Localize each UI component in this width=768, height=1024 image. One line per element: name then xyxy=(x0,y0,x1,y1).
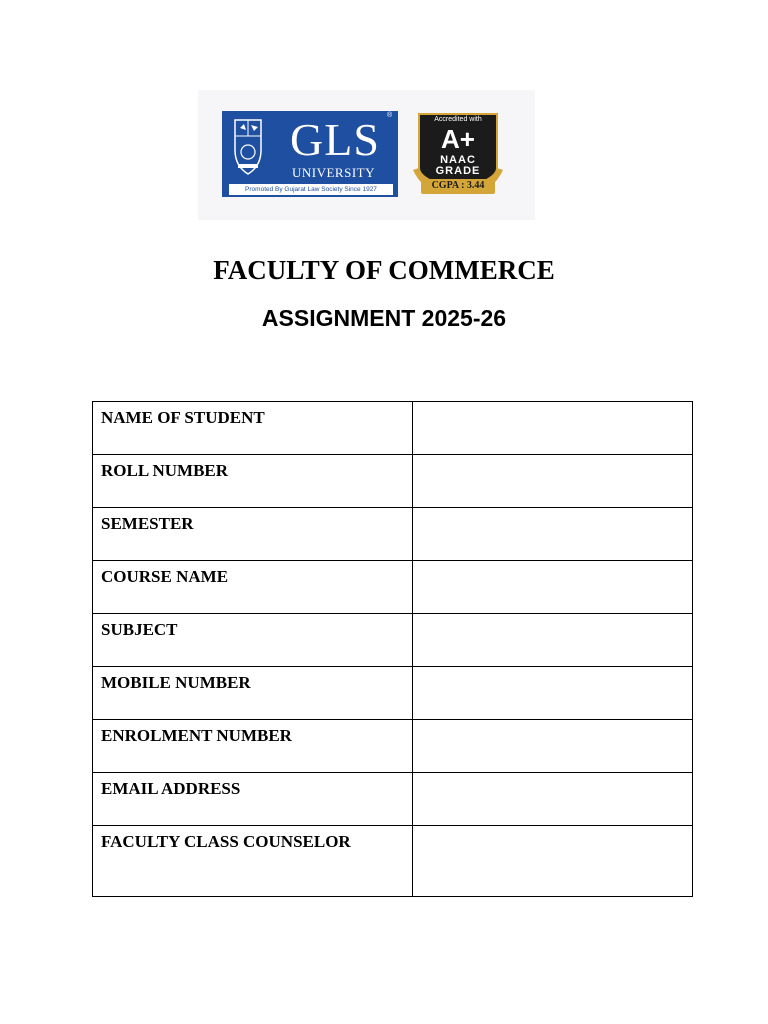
cgpa-label: CGPA : 3.44 xyxy=(431,180,485,191)
field-value-enrolment-number[interactable] xyxy=(413,720,693,773)
table-row xyxy=(93,455,693,508)
field-label-faculty-class-counselor: FACULTY CLASS COUNSELOR xyxy=(93,826,413,897)
accreditation-grade-word: GRADE xyxy=(435,165,481,177)
field-value-mobile-number[interactable] xyxy=(413,667,693,720)
page-subtitle: ASSIGNMENT 2025-26 xyxy=(261,305,507,331)
field-label-subject: SUBJECT xyxy=(93,614,413,667)
student-details-table xyxy=(92,401,693,897)
field-value-subject[interactable] xyxy=(413,614,693,667)
field-label-mobile-number: MOBILE NUMBER xyxy=(93,667,413,720)
table-row xyxy=(93,667,693,720)
field-value-faculty-class-counselor[interactable] xyxy=(413,826,693,897)
table-row xyxy=(93,402,693,455)
table-row xyxy=(93,508,693,561)
table-row xyxy=(93,826,693,897)
accreditation-grade: A+ xyxy=(441,124,475,154)
accreditation-body: NAAC xyxy=(440,154,476,166)
field-label-email-address: EMAIL ADDRESS xyxy=(93,773,413,826)
registered-mark: ® xyxy=(387,112,393,119)
table-row xyxy=(93,614,693,667)
field-label-semester: SEMESTER xyxy=(93,508,413,561)
field-value-name-of-student[interactable] xyxy=(413,402,693,455)
field-value-roll-number[interactable] xyxy=(413,455,693,508)
table-row xyxy=(93,773,693,826)
table-row xyxy=(93,561,693,614)
university-subtitle: UNIVERSITY xyxy=(292,165,375,180)
university-wordmark: GLS xyxy=(290,114,380,165)
accredited-with-text: Accredited with xyxy=(434,116,482,123)
shield-emblem-icon xyxy=(232,116,264,178)
field-label-enrolment-number: ENROLMENT NUMBER xyxy=(93,720,413,773)
promoted-by-text: Promoted By Gujarat Law Society Since 1927 xyxy=(229,184,393,195)
field-value-semester[interactable] xyxy=(413,508,693,561)
table-row xyxy=(93,720,693,773)
field-label-roll-number: ROLL NUMBER xyxy=(93,455,413,508)
page-title: FACULTY OF COMMERCE xyxy=(213,255,555,285)
field-value-email-address[interactable] xyxy=(413,773,693,826)
field-label-course-name: COURSE NAME xyxy=(93,561,413,614)
field-label-name-of-student: NAME OF STUDENT xyxy=(93,402,413,455)
field-value-course-name[interactable] xyxy=(413,561,693,614)
